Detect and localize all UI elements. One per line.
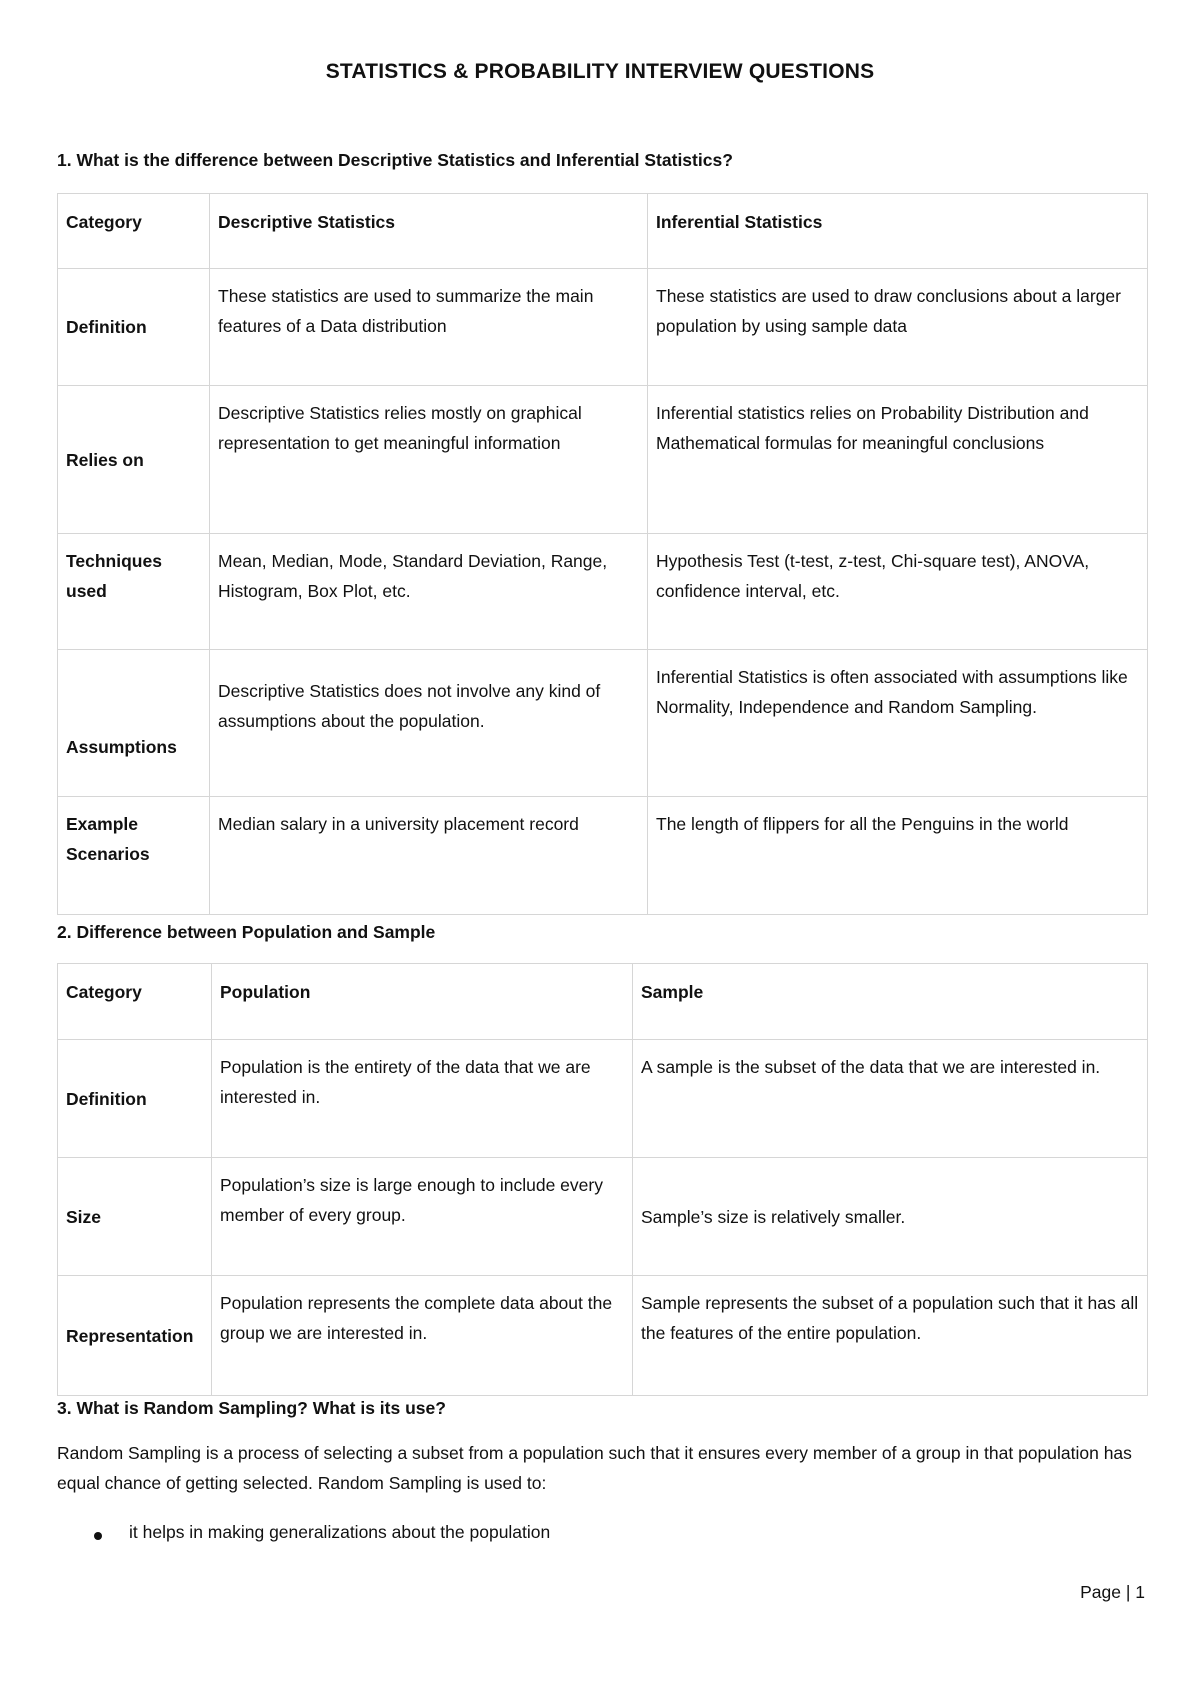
row-category: Representation [58, 1276, 212, 1396]
row-category: Relies on [58, 386, 210, 534]
question-1-heading: 1. What is the difference between Descriptive Statistics and Inferential Statistics? [57, 150, 733, 170]
question-3-heading: 3. What is Random Sampling? What is its use? [57, 1398, 446, 1418]
table-header-row [58, 194, 1148, 269]
table-row [58, 797, 1148, 915]
header-sample: Sample [633, 964, 1148, 1040]
row-sample-cell: Sample represents the subset of a population such that it has all the features of the entire population. [633, 1276, 1148, 1396]
table-header-row [58, 964, 1148, 1040]
row-category: Definition [58, 1040, 212, 1158]
table-row [58, 1158, 1148, 1276]
table-row [58, 386, 1148, 534]
document-title: STATISTICS & PROBABILITY INTERVIEW QUESTIONS [325, 60, 875, 83]
row-category: Assumptions [58, 650, 210, 797]
row-sample-cell: Sample’s size is relatively smaller. [633, 1158, 1148, 1276]
row-population-cell: Population is the entirety of the data that we are interested in. [212, 1040, 633, 1158]
row-inferential-cell: Hypothesis Test (t-test, z-test, Chi-square test), ANOVA, confidence interval, etc. [648, 534, 1148, 650]
table-row [58, 269, 1148, 386]
header-category: Category [58, 194, 210, 269]
header-category: Category [58, 964, 212, 1040]
row-descriptive-cell: Descriptive Statistics does not involve any kind of assumptions about the population. [210, 650, 648, 797]
header-inferential: Inferential Statistics [648, 194, 1148, 269]
row-inferential-cell: Inferential Statistics is often associated with assumptions like Normality, Independence and Random Sampling. [648, 650, 1148, 797]
population-vs-sample-table [57, 963, 1148, 1396]
table-row [58, 1276, 1148, 1396]
row-population-cell: Population’s size is large enough to include every member of every group. [212, 1158, 633, 1276]
header-population: Population [212, 964, 633, 1040]
table-row [58, 1040, 1148, 1158]
table-row [58, 534, 1148, 650]
random-sampling-paragraph: Random Sampling is a process of selecting a subset from a population such that it ensures every member of a group in that population has equal chance of getting selected. Random Sampling is used to: [57, 1443, 1132, 1493]
row-category: Example Scenarios [58, 797, 210, 915]
row-category: Size [58, 1158, 212, 1276]
header-descriptive: Descriptive Statistics [210, 194, 648, 269]
descriptive-vs-inferential-table [57, 193, 1148, 915]
bullet-icon [94, 1532, 102, 1540]
row-population-cell: Population represents the complete data about the group we are interested in. [212, 1276, 633, 1396]
table-row [58, 650, 1148, 797]
page-number: Page | 1 [1080, 1582, 1145, 1602]
row-descriptive-cell: Mean, Median, Mode, Standard Deviation, Range, Histogram, Box Plot, etc. [210, 534, 648, 650]
row-inferential-cell: These statistics are used to draw conclusions about a larger population by using sample data [648, 269, 1148, 386]
row-descriptive-cell: Descriptive Statistics relies mostly on graphical representation to get meaningful information [210, 386, 648, 534]
row-sample-cell: A sample is the subset of the data that we are interested in. [633, 1040, 1148, 1158]
row-category: Definition [58, 269, 210, 386]
row-descriptive-cell: These statistics are used to summarize the main features of a Data distribution [210, 269, 648, 386]
row-descriptive-cell: Median salary in a university placement record [210, 797, 648, 915]
row-inferential-cell: Inferential statistics relies on Probability Distribution and Mathematical formulas for meaningful conclusions [648, 386, 1148, 534]
bullet-item: it helps in making generalizations about the population [129, 1522, 551, 1542]
question-2-heading: 2. Difference between Population and Sample [57, 922, 436, 942]
row-inferential-cell: The length of flippers for all the Penguins in the world [648, 797, 1148, 915]
row-category: Techniques used [58, 534, 210, 650]
